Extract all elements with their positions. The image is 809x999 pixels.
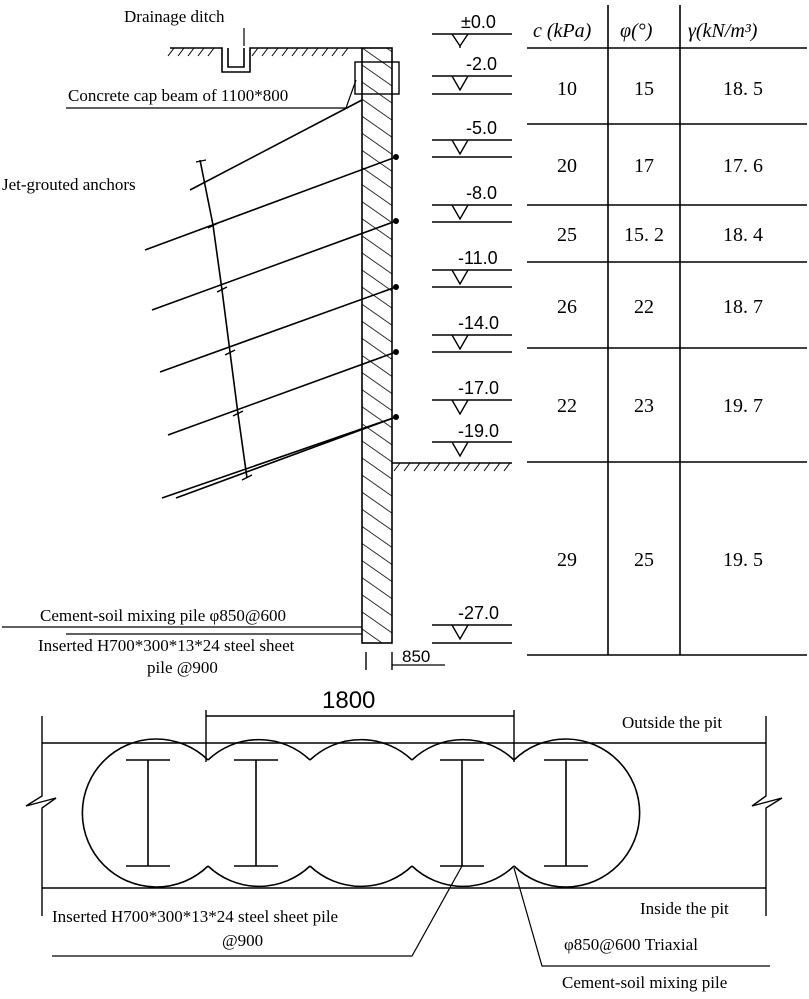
svg-text:23: 23 [634, 395, 654, 417]
svg-text:-5.0: -5.0 [466, 118, 498, 138]
svg-text:-11.0: -11.0 [458, 248, 498, 268]
svg-text:18. 7: 18. 7 [723, 296, 763, 318]
svg-text:-14.0: -14.0 [458, 313, 500, 333]
elevation-11 [432, 248, 512, 287]
drainage-ditch-label: Drainage ditch [124, 7, 225, 26]
table-row [557, 549, 763, 571]
table-row [557, 395, 763, 417]
svg-text:29: 29 [557, 549, 577, 571]
triaxial-label: φ850@600 Triaxial [564, 935, 698, 954]
elevation-2 [432, 54, 512, 94]
svg-text:25: 25 [557, 224, 577, 246]
elevation-5 [432, 118, 512, 157]
elevation-19 [432, 421, 512, 456]
plan-view [26, 687, 782, 992]
elevation-27 [432, 603, 512, 643]
width-850-label: 850 [402, 647, 431, 666]
svg-text:19. 7: 19. 7 [723, 395, 763, 417]
table-row [557, 296, 763, 318]
svg-text:17: 17 [634, 155, 654, 177]
svg-text:19. 5: 19. 5 [723, 549, 763, 571]
elevation-8 [432, 183, 512, 222]
steel-pile-plan-label-1: Inserted H700*300*13*24 steel sheet pile [52, 907, 339, 926]
anchor-bond-line [200, 160, 247, 478]
section-view [2, 7, 512, 677]
svg-text:-17.0: -17.0 [458, 378, 500, 398]
header-phi: φ(°) [620, 20, 653, 42]
steel-pile-plan-label-2: @900 [222, 931, 264, 950]
elevation-0 [432, 12, 512, 48]
drainage-ditch [228, 48, 244, 67]
svg-text:22: 22 [557, 395, 577, 417]
mixing-pile-circles [82, 739, 639, 887]
steel-pile-label-2: pile @900 [147, 658, 218, 677]
anchors-label: Jet-grouted anchors [2, 175, 136, 194]
inside-pit-label: Inside the pit [640, 899, 729, 918]
table-row [557, 155, 763, 177]
retaining-wall [362, 48, 392, 643]
svg-text:20: 20 [557, 155, 577, 177]
svg-text:15. 2: 15. 2 [624, 224, 664, 246]
dimension-1800-label: 1800 [322, 687, 376, 714]
svg-text:-27.0: -27.0 [458, 603, 500, 623]
svg-text:-2.0: -2.0 [466, 54, 498, 74]
svg-text:25: 25 [634, 549, 654, 571]
svg-text:18. 4: 18. 4 [723, 224, 763, 246]
cap-beam-label: Concrete cap beam of 1100*800 [68, 86, 289, 105]
svg-text:26: 26 [557, 296, 577, 318]
outside-pit-label: Outside the pit [622, 713, 723, 732]
elevation-14 [432, 313, 512, 352]
elevation-markers [432, 12, 512, 643]
header-gamma: γ(kN/m³) [688, 20, 758, 42]
soil-table [527, 5, 807, 655]
mixing-pile-plan-label: Cement-soil mixing pile [562, 973, 728, 992]
h-piles [126, 760, 588, 866]
svg-text:18. 5: 18. 5 [723, 78, 763, 100]
svg-text:-8.0: -8.0 [466, 183, 498, 203]
svg-text:-19.0: -19.0 [458, 421, 500, 441]
ground-hatch [168, 48, 348, 56]
elevation-17 [432, 378, 512, 414]
svg-text:±0.0: ±0.0 [461, 12, 496, 32]
ground-line [170, 48, 362, 72]
mixing-pile-label: Cement-soil mixing pile φ850@600 [40, 606, 286, 625]
svg-text:17. 6: 17. 6 [723, 155, 763, 177]
svg-text:10: 10 [557, 78, 577, 100]
header-c: c (kPa) [533, 20, 592, 42]
anchors [145, 100, 396, 498]
steel-pile-label-1: Inserted H700*300*13*24 steel sheet [38, 636, 295, 655]
svg-text:15: 15 [634, 78, 654, 100]
anchor-heads [393, 154, 399, 420]
table-row [557, 78, 763, 100]
table-row [557, 224, 763, 246]
svg-text:22: 22 [634, 296, 654, 318]
